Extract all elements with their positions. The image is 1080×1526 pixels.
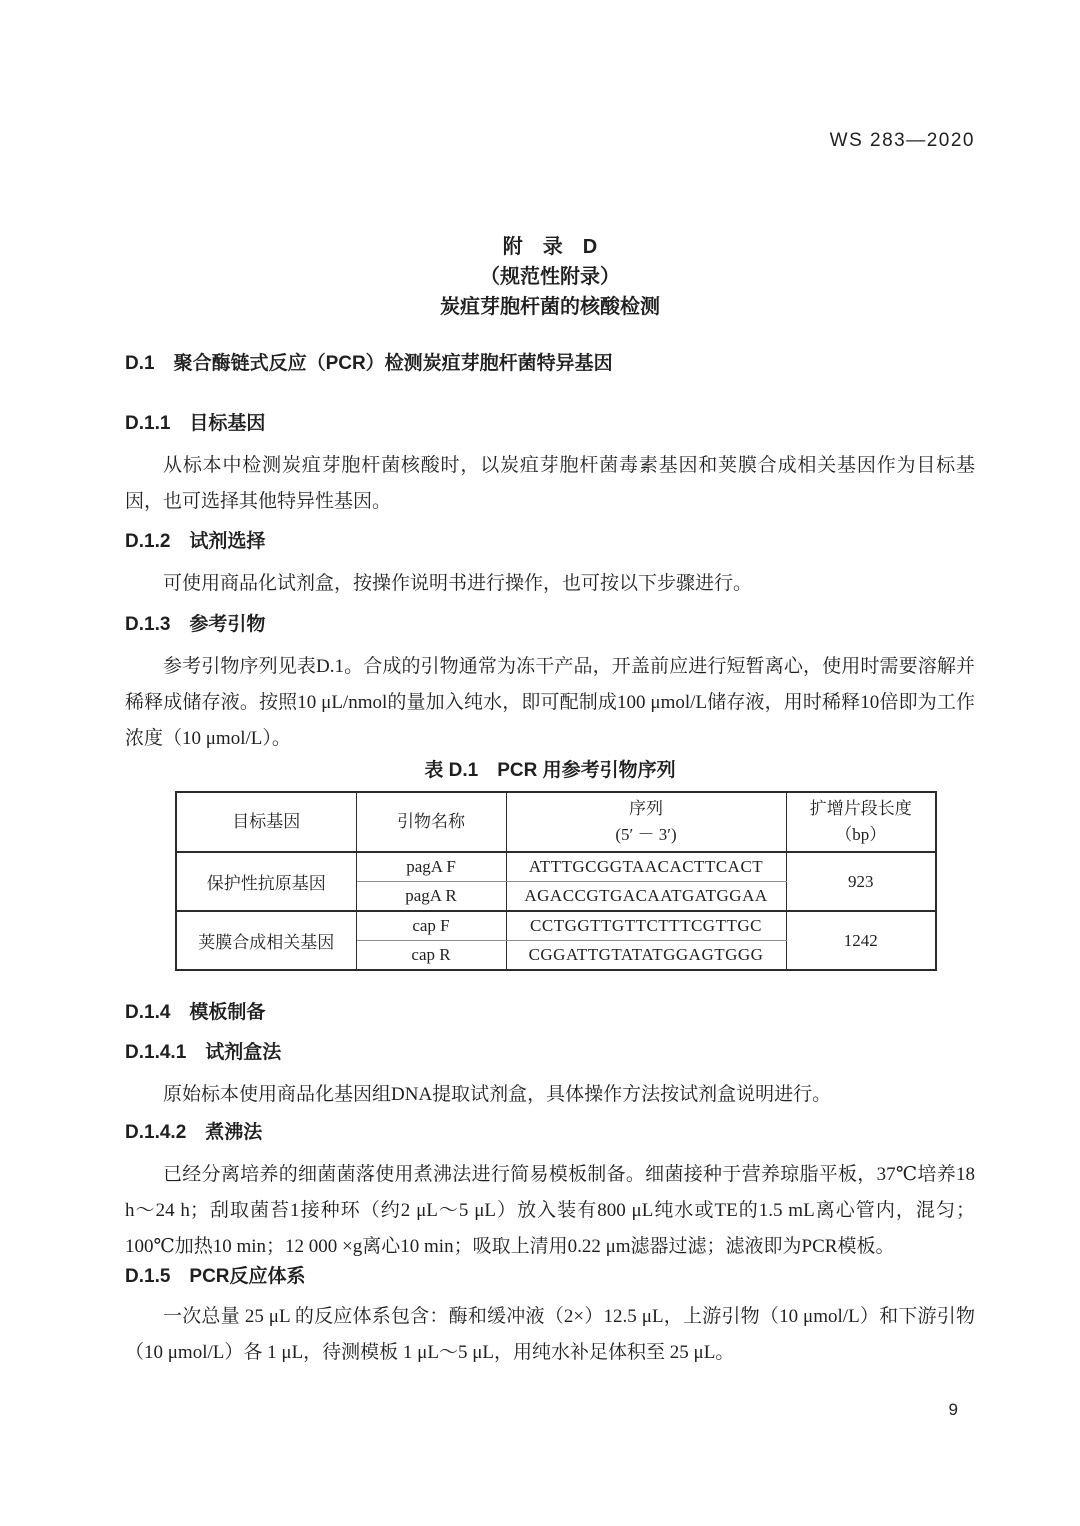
- heading-d11: D.1.1 目标基因: [125, 413, 266, 434]
- heading-d12: D.1.2 试剂选择: [125, 531, 266, 552]
- heading-d1: D.1 聚合酶链式反应（PCR）检测炭疽芽胞杆菌特异基因: [125, 353, 613, 374]
- heading-d15: D.1.5 PCR反应体系: [125, 1266, 306, 1287]
- cell-length-cap: 1242: [786, 911, 936, 970]
- heading-d14: D.1.4 模板制备: [125, 1002, 266, 1023]
- cell-primer-pagA-F: pagA F: [356, 852, 506, 882]
- paragraph-d11: 从标本中检测炭疽芽胞杆菌核酸时，以炭疽芽胞杆菌毒素基因和荚膜合成相关基因作为目标基因，也可选择其他特异性基因。: [125, 455, 975, 512]
- page-number: 9: [948, 1400, 958, 1419]
- cell-gene-pag: 保护性抗原基因: [176, 852, 356, 911]
- col-header-sequence-line1: 序列: [629, 799, 663, 818]
- document-subject: 炭疽芽胞杆菌的核酸检测: [440, 296, 660, 318]
- paragraph-d15: 一次总量 25 μL 的反应体系包含：酶和缓冲液（2×）12.5 μL，上游引物（10 μmol/L）和下游引物（10 μmol/L）各 1 μL，待测模板 1 μL～5 μL，用纯水补足体积至 25 μL。: [125, 1306, 975, 1363]
- col-header-sequence: [506, 792, 786, 852]
- doc-number: WS 283—2020: [829, 130, 975, 151]
- table-row: [176, 911, 936, 941]
- table-caption: 表 D.1 PCR 用参考引物序列: [424, 760, 676, 781]
- primer-table: [175, 791, 937, 971]
- cell-primer-cap-F: cap F: [356, 911, 506, 941]
- cell-primer-cap-R: cap R: [356, 941, 506, 971]
- heading-d13: D.1.3 参考引物: [125, 614, 266, 635]
- table-header-row: [176, 792, 936, 852]
- cell-sequence-cap-F: CCTGGTTGTTCTTTCGTTGC: [506, 911, 786, 941]
- col-header-gene: 目标基因: [176, 792, 356, 852]
- col-header-length-line1: 扩增片段长度: [809, 799, 912, 818]
- col-header-length: [786, 792, 936, 852]
- table-row: [176, 852, 936, 882]
- cell-primer-pagA-R: pagA R: [356, 882, 506, 912]
- paragraph-d12: 可使用商品化试剂盒，按操作说明书进行操作，也可按以下步骤进行。: [163, 573, 753, 594]
- col-header-primer: 引物名称: [356, 792, 506, 852]
- paragraph-d13: 参考引物序列见表D.1。合成的引物通常为冻干产品，开盖前应进行短暂离心，使用时需要溶解并稀释成储存液。按照10 μL/nmol的量加入纯水，即可配制成100 μmol/L储存液，用时稀释10倍即为工作浓度（10 μmol/L）。: [125, 656, 975, 749]
- cell-sequence-pagA-F: ATTTGCGGTAACACTTCACT: [506, 852, 786, 882]
- col-header-sequence-line2: (5′ － 3′): [615, 825, 677, 844]
- paragraph-d142: 已经分离培养的细菌菌落使用煮沸法进行简易模板制备。细菌接种于营养琼脂平板，37℃培养18 h～24 h；刮取菌苔1接种环（约2 μL～5 μL）放入装有800 μL纯水或TE的1.5 mL离心管内，混匀；100℃加热10 min；12 000 ×g离心10 min；吸取上清用0.22 μm滤器过滤；滤液即为PCR模板。: [125, 1164, 975, 1257]
- heading-d142: D.1.4.2 煮沸法: [125, 1122, 263, 1143]
- title-block: [125, 232, 975, 322]
- cell-length-pag: 923: [786, 852, 936, 911]
- cell-gene-cap: 荚膜合成相关基因: [176, 911, 356, 970]
- col-header-length-line2: （bp）: [835, 825, 887, 844]
- cell-sequence-pagA-R: AGACCGTGACAATGATGGAA: [506, 882, 786, 912]
- paragraph-d141: 原始标本使用商品化基因组DNA提取试剂盒，具体操作方法按试剂盒说明进行。: [163, 1084, 832, 1105]
- heading-d141: D.1.4.1 试剂盒法: [125, 1042, 282, 1063]
- cell-sequence-cap-R: CGGATTGTATATGGAGTGGG: [506, 941, 786, 971]
- appendix-title: 附 录 D: [502, 236, 598, 258]
- normative-note: （规范性附录）: [480, 266, 620, 288]
